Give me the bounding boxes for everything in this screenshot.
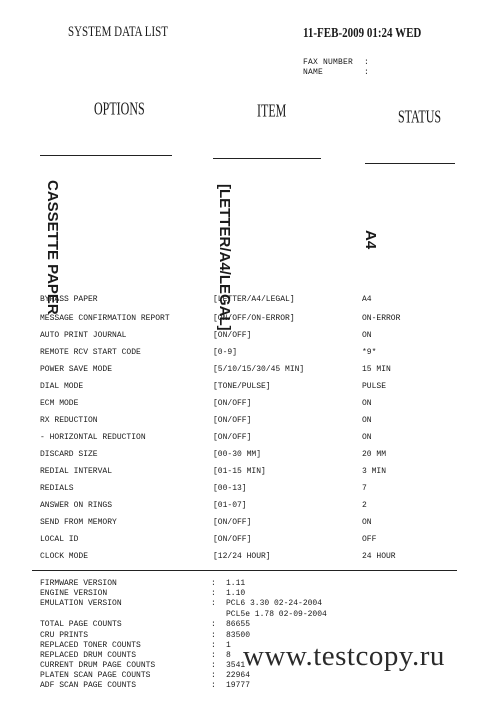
- firmware-value: PCL6 3.30 02-24-2004: [226, 599, 323, 608]
- firmware-label: ADF SCAN PAGE COUNTS: [40, 681, 137, 690]
- setting-row: [0, 295, 500, 309]
- setting-range: [0-9]: [213, 348, 238, 357]
- setting-row: [0, 552, 500, 566]
- firmware-colon: :: [211, 620, 216, 629]
- setting-status: 15 MIN: [362, 365, 391, 374]
- watermark-text: www.testcopy.ru: [243, 640, 445, 672]
- firmware-label: PLATEN SCAN PAGE COUNTS: [40, 671, 151, 680]
- firmware-value: PCL5e 1.78 02-09-2004: [226, 610, 327, 619]
- setting-row: [0, 399, 500, 413]
- firmware-value: 22964: [226, 671, 251, 680]
- setting-row: [0, 416, 500, 430]
- setting-option: SEND FROM MEMORY: [40, 518, 117, 527]
- firmware-value: 1.11: [226, 579, 246, 588]
- setting-row: [0, 535, 500, 549]
- firmware-value: 1: [226, 641, 231, 650]
- firmware-value: 86655: [226, 620, 251, 629]
- setting-range: [ON/OFF]: [213, 331, 252, 340]
- setting-status: 20 MM: [362, 450, 387, 459]
- fax-number-colon: :: [364, 58, 370, 67]
- firmware-colon: :: [211, 651, 216, 660]
- column-header-status: STATUS: [398, 106, 442, 127]
- firmware-row: [0, 579, 500, 589]
- setting-range: [ON/OFF]: [213, 433, 252, 442]
- options-rule: [40, 155, 172, 156]
- firmware-row: [0, 599, 500, 609]
- setting-range: [01-07]: [213, 501, 247, 510]
- firmware-label: TOTAL PAGE COUNTS: [40, 620, 122, 629]
- firmware-label: CRU PRINTS: [40, 631, 89, 640]
- setting-option: DIAL MODE: [40, 382, 84, 391]
- setting-row: [0, 365, 500, 379]
- setting-status: ON: [362, 331, 372, 340]
- firmware-row: [0, 589, 500, 599]
- firmware-label: FIRMWARE VERSION: [40, 579, 117, 588]
- firmware-row: [0, 681, 500, 691]
- setting-row: [0, 382, 500, 396]
- report-datetime: 11-FEB-2009 01:24 WED: [303, 26, 422, 41]
- setting-row: [0, 518, 500, 532]
- cassette-paper-option: CASSETTE PAPER: [44, 180, 61, 315]
- column-header-options: OPTIONS: [94, 98, 145, 119]
- setting-option: CLOCK MODE: [40, 552, 89, 561]
- fax-number-label: FAX NUMBER: [303, 58, 354, 67]
- report-title: SYSTEM DATA LIST: [68, 24, 168, 41]
- firmware-value: 83500: [226, 631, 251, 640]
- setting-range: [12/24 HOUR]: [213, 552, 271, 561]
- setting-row: [0, 484, 500, 498]
- firmware-colon: :: [211, 589, 216, 598]
- firmware-value: 19777: [226, 681, 251, 690]
- firmware-label: REPLACED DRUM COUNTS: [40, 651, 137, 660]
- setting-range: [01-15 MIN]: [213, 467, 266, 476]
- setting-row: [0, 348, 500, 362]
- setting-status: 24 HOUR: [362, 552, 396, 561]
- setting-status: ON: [362, 399, 372, 408]
- firmware-colon: :: [211, 641, 216, 650]
- setting-range: [ON/OFF]: [213, 399, 252, 408]
- setting-status: 3 MIN: [362, 467, 387, 476]
- setting-status: OFF: [362, 535, 377, 544]
- cassette-paper-status: A4: [362, 230, 379, 250]
- firmware-value: 3541: [226, 661, 246, 670]
- cassette-paper-item: [LETTER/A4/LEGAL]: [216, 184, 233, 331]
- setting-option: REDIALS: [40, 484, 74, 493]
- setting-range: [ON/OFF]: [213, 416, 252, 425]
- status-rule: [365, 163, 455, 164]
- column-header-item: ITEM: [257, 100, 287, 121]
- setting-option: ANSWER ON RINGS: [40, 501, 113, 510]
- setting-option: LOCAL ID: [40, 535, 79, 544]
- setting-range: [00-13]: [213, 484, 247, 493]
- name-colon: :: [364, 68, 370, 77]
- setting-status: ON-ERROR: [362, 314, 401, 323]
- setting-row: [0, 314, 500, 328]
- setting-option: BYPASS PAPER: [40, 295, 98, 304]
- setting-status: ON: [362, 416, 372, 425]
- firmware-colon: :: [211, 631, 216, 640]
- firmware-label: EMULATION VERSION: [40, 599, 122, 608]
- setting-row: [0, 433, 500, 447]
- setting-status: ON: [362, 518, 372, 527]
- name-label: NAME: [303, 68, 324, 77]
- setting-status: 7: [362, 484, 367, 493]
- setting-status: ON: [362, 433, 372, 442]
- setting-range: [LETTER/A4/LEGAL]: [213, 295, 295, 304]
- firmware-row: [0, 620, 500, 630]
- firmware-colon: :: [211, 671, 216, 680]
- setting-option: REMOTE RCV START CODE: [40, 348, 141, 357]
- firmware-colon: :: [211, 681, 216, 690]
- setting-row: [0, 501, 500, 515]
- firmware-value: 1.10: [226, 589, 246, 598]
- setting-row: [0, 467, 500, 481]
- setting-status: A4: [362, 295, 372, 304]
- setting-status: PULSE: [362, 382, 387, 391]
- setting-option: AUTO PRINT JOURNAL: [40, 331, 127, 340]
- firmware-colon: :: [211, 599, 216, 608]
- setting-option: RX REDUCTION: [40, 416, 98, 425]
- setting-range: [ON/OFF]: [213, 535, 252, 544]
- setting-option: REDIAL INTERVAL: [40, 467, 113, 476]
- firmware-row: [0, 610, 500, 620]
- firmware-label: REPLACED TONER COUNTS: [40, 641, 141, 650]
- setting-option: POWER SAVE MODE: [40, 365, 113, 374]
- setting-row: [0, 331, 500, 345]
- setting-status: 2: [362, 501, 367, 510]
- setting-range: [5/10/15/30/45 MIN]: [213, 365, 305, 374]
- setting-range: [ON/OFF/ON-ERROR]: [213, 314, 295, 323]
- setting-option: ECM MODE: [40, 399, 79, 408]
- setting-range: [ON/OFF]: [213, 518, 252, 527]
- firmware-value: 8: [226, 651, 231, 660]
- setting-option: DISCARD SIZE: [40, 450, 98, 459]
- setting-option: - HORIZONTAL REDUCTION: [40, 433, 146, 442]
- setting-status: *9*: [362, 348, 377, 357]
- setting-range: [TONE/PULSE]: [213, 382, 271, 391]
- firmware-colon: :: [211, 579, 216, 588]
- firmware-separator: [32, 570, 457, 571]
- firmware-label: CURRENT DRUM PAGE COUNTS: [40, 661, 156, 670]
- setting-range: [00-30 MM]: [213, 450, 262, 459]
- setting-row: [0, 450, 500, 464]
- firmware-label: ENGINE VERSION: [40, 589, 108, 598]
- firmware-colon: :: [211, 661, 216, 670]
- setting-option: MESSAGE CONFIRMATION REPORT: [40, 314, 170, 323]
- item-rule: [213, 158, 321, 159]
